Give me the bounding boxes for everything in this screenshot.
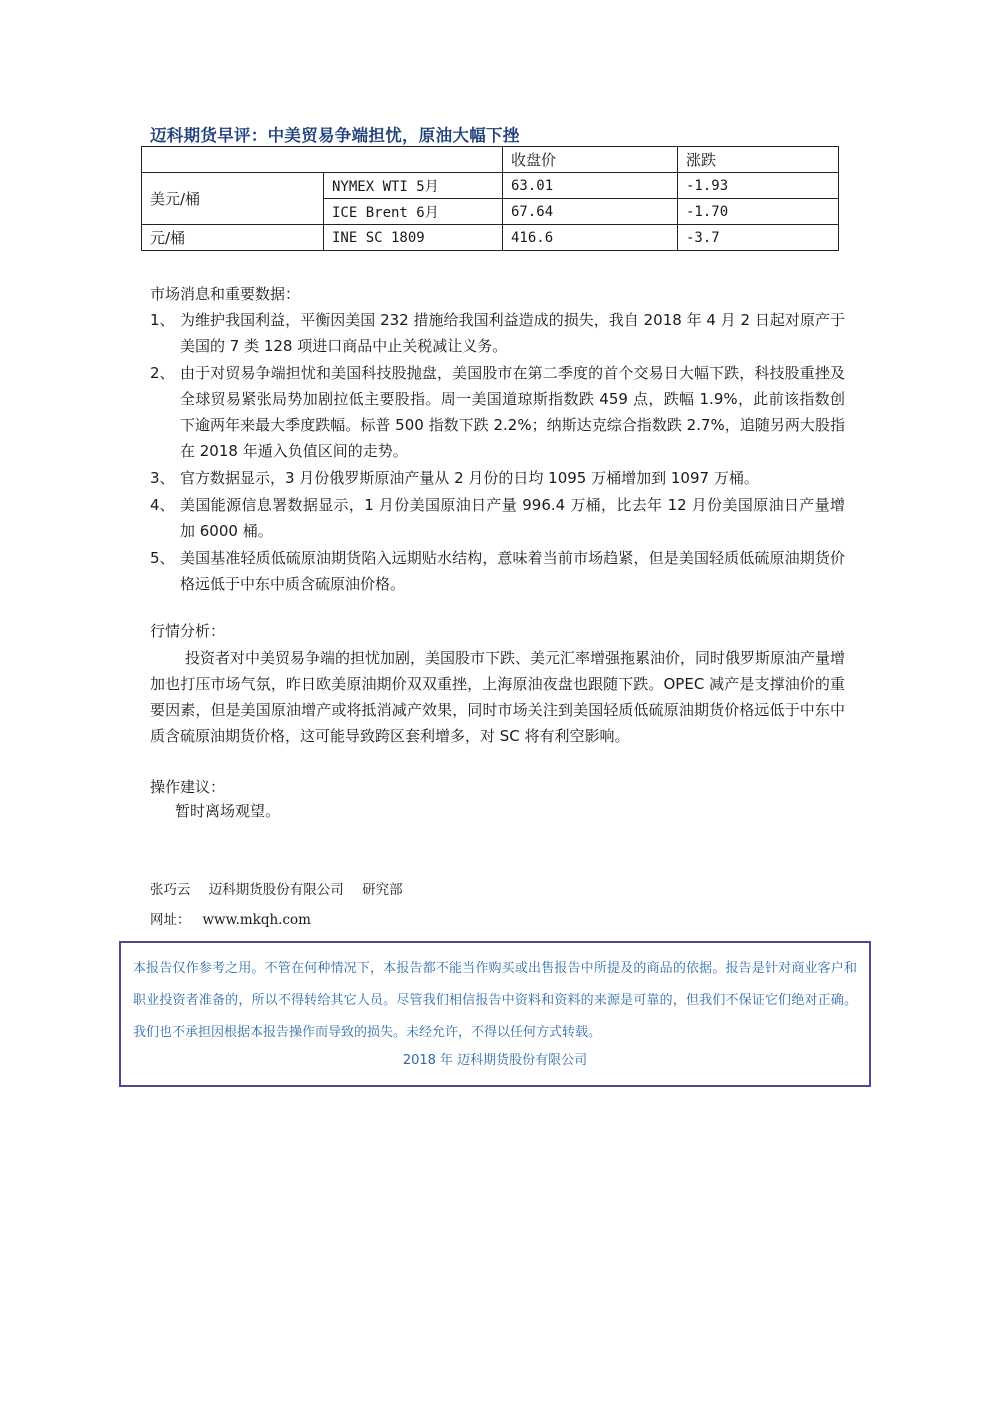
- report-title: 迈科期货早评：中美贸易争端担忧，原油大幅下挫: [150, 126, 520, 145]
- table-header-row: [142, 147, 839, 173]
- website-line: [150, 908, 311, 928]
- price-table: [141, 146, 839, 251]
- list-item-text: 为维护我国利益，平衡因美国 232 措施给我国利益造成的损失，我自 2018 年 4 月 2 日起对原产于美国的 7 类 128 项进口商品中止关税减让义务。: [180, 311, 845, 355]
- list-item-number: 4、: [150, 496, 175, 514]
- list-item: [150, 307, 845, 359]
- table-cell-contract: NYMEX WTI 5月: [324, 173, 503, 199]
- author-line: [150, 878, 403, 898]
- table-header-close: 收盘价: [503, 147, 678, 173]
- list-item-text: 由于对贸易争端担忧和美国科技股抛盘，美国股市在第二季度的首个交易日大幅下跌，科技股重挫及全球贸易紧张局势加剧拉低主要股指。周一美国道琼斯指数跌 459 点，跌幅 1.9%，此前该指数创下逾两年来最大季度跌幅。标普 500 指数下跌 2.2%；纳斯达克综合指数跌 2.7%，追随另两大股指在 2018 年遁入负值区间的走势。: [180, 364, 845, 460]
- table-cell-close: 67.64: [503, 199, 678, 225]
- table-cell-contract: ICE Brent 6月: [324, 199, 503, 225]
- list-item: [150, 360, 845, 464]
- table-header-empty: [142, 147, 503, 173]
- analysis-heading: 行情分析：: [150, 622, 226, 640]
- list-item-number: 1、: [150, 311, 175, 329]
- disclaimer-box: [119, 941, 871, 1087]
- list-item-number: 3、: [150, 469, 175, 487]
- list-item: [150, 492, 845, 544]
- list-item-text: 美国能源信息署数据显示，1 月份美国原油日产量 996.4 万桶，比去年 12 月份美国原油日产量增加 6000 桶。: [180, 496, 845, 540]
- table-cell-contract: INE SC 1809: [324, 225, 503, 251]
- news-list: [150, 307, 845, 598]
- table-header-change: 涨跌: [678, 147, 839, 173]
- table-row: [142, 225, 839, 251]
- table-cell-change: -1.70: [678, 199, 839, 225]
- advice-text: 暂时离场观望。: [175, 802, 281, 820]
- table-cell-unit: 美元/桶: [142, 173, 324, 225]
- author-name: 张巧云: [150, 882, 191, 898]
- table-cell-change: -3.7: [678, 225, 839, 251]
- table-cell-close: 416.6: [503, 225, 678, 251]
- author-dept: 研究部: [362, 882, 403, 898]
- list-item-text: 美国基准轻质低硫原油期货陷入远期贴水结构，意味着当前市场趋紧，但是美国轻质低硫原油期货价格远低于中东中质含硫原油价格。: [180, 549, 845, 593]
- table-cell-close: 63.01: [503, 173, 678, 199]
- analysis-text: 投资者对中美贸易争端的担忧加剧，美国股市下跌、美元汇率增强拖累油价，同时俄罗斯原油产量增加也打压市场气氛，昨日欧美原油期价双双重挫，上海原油夜盘也跟随下跌。OPEC 减产是支撑油价的重要因素，但是美国原油增产或将抵消减产效果，同时市场关注到美国轻质低硫原油期货价格远低于中东中质含硫原油期货价格，这可能导致跨区套利增多，对 SC 将有利空影响。: [150, 649, 846, 745]
- website-link[interactable]: www.mkqh.com: [202, 912, 311, 928]
- table-cell-change: -1.93: [678, 173, 839, 199]
- disclaimer-footer: 2018 年 迈科期货股份有限公司: [402, 1053, 588, 1068]
- list-item: [150, 465, 845, 491]
- table-cell-unit: 元/桶: [142, 225, 324, 251]
- author-company: 迈科期货股份有限公司: [208, 882, 344, 898]
- disclaimer-text: 本报告仅作参考之用。不管在何种情况下，本报告都不能当作购买或出售报告中所提及的商品的依据。报告是针对商业客户和职业投资者准备的，所以不得转给其它人员。尽管我们相信报告中资料和资料的来源是可靠的，但我们不保证它们绝对正确。我们也不承担因根据本报告操作而导致的损失。未经允许，不得以任何方式转载。: [133, 961, 857, 1040]
- news-heading: 市场消息和重要数据：: [150, 285, 301, 303]
- website-label: 网址：: [150, 912, 191, 928]
- list-item: [150, 545, 845, 597]
- table-row: [142, 173, 839, 199]
- advice-heading: 操作建议：: [150, 778, 226, 796]
- list-item-text: 官方数据显示，3 月份俄罗斯原油产量从 2 月份的日均 1095 万桶增加到 1097 万桶。: [180, 469, 759, 487]
- list-item-number: 2、: [150, 364, 175, 382]
- list-item-number: 5、: [150, 549, 175, 567]
